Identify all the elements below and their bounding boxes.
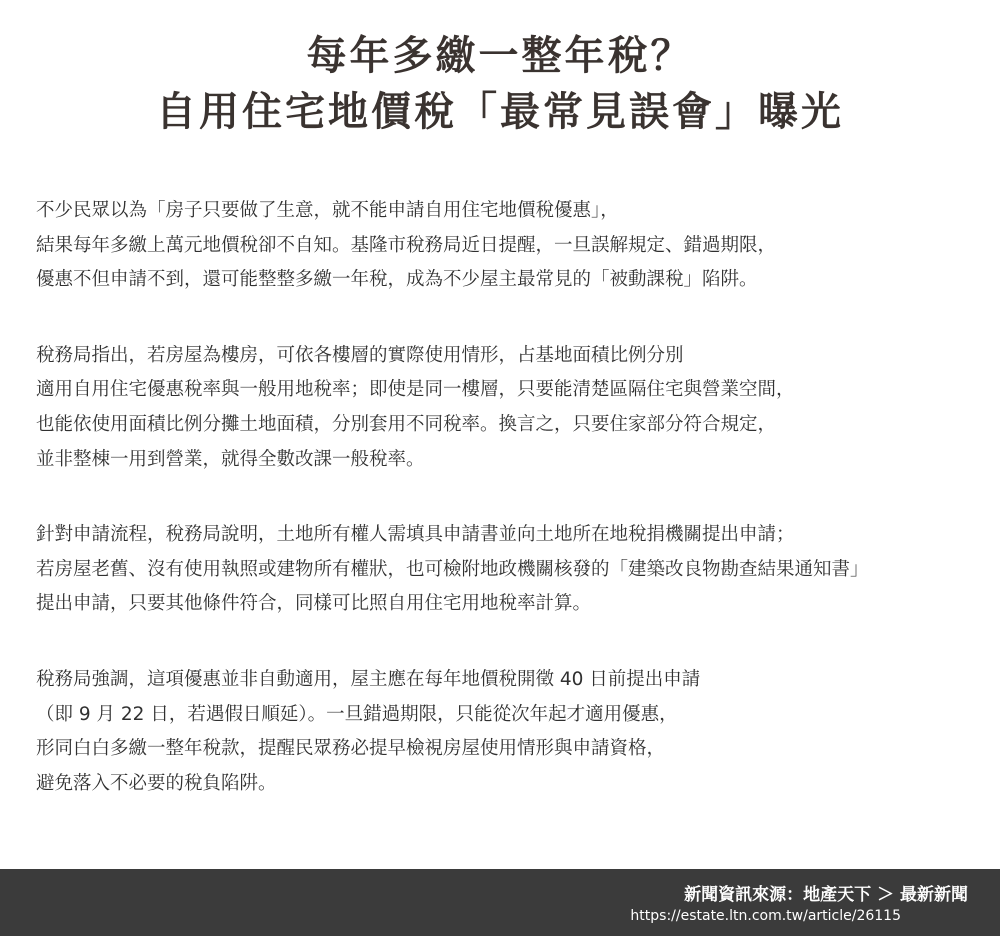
- paragraph-line: 提出申請，只要其他條件符合，同樣可比照自用住宅用地稅率計算。: [36, 593, 592, 615]
- source-url[interactable]: https://estate.ltn.com.tw/article/26115: [630, 908, 901, 924]
- article-body: [36, 194, 980, 842]
- paragraph-line: 並非整棟一用到營業，就得全數改課一般稅率。: [36, 448, 425, 470]
- paragraph-line: 優惠不但申請不到，還可能整整多繳一年稅，成為不少屋主最常見的「被動課稅」陷阱。: [36, 269, 758, 291]
- paragraph-4: [36, 663, 980, 801]
- paragraph-line: 也能依使用面積比例分攤土地面積，分別套用不同稅率。換言之，只要住家部分符合規定，: [36, 413, 777, 435]
- paragraph-line: 適用自用住宅優惠稅率與一般用地稅率；即使是同一樓層，只要能清楚區隔住宅與營業空間，: [36, 379, 795, 401]
- paragraph-line: 稅務局強調，這項優惠並非自動適用，屋主應在每年地價稅開徵 40 日前提出申請: [36, 668, 701, 690]
- headline-line-2: 自用住宅地價稅「最常見誤會」曝光: [156, 89, 844, 135]
- paragraph-line: 結果每年多繳上萬元地價稅卻不自知。基隆市稅務局近日提醒，一旦誤解規定、錯過期限，: [36, 234, 777, 256]
- source-label: 新聞資訊來源：地產天下 ＞ 最新新聞: [684, 885, 968, 905]
- paragraph-line: 避免落入不必要的稅負陷阱。: [36, 772, 277, 794]
- headline: [0, 28, 1000, 140]
- paragraph-2: [36, 339, 980, 477]
- paragraph-line: 不少民眾以為「房子只要做了生意，就不能申請自用住宅地價稅優惠」，: [36, 200, 619, 221]
- paragraph-line: 若房屋老舊、沒有使用執照或建物所有權狀，也可檢附地政機關核發的「建築改良物勘查結果通知書」: [36, 558, 869, 580]
- paragraph-3: [36, 518, 980, 622]
- source-footer: [0, 869, 1000, 936]
- headline-line-1: 每年多繳一整年稅？: [306, 33, 694, 79]
- paragraph-line: （即 9 月 22 日，若遇假日順延）。一旦錯過期限，只能從次年起才適用優惠，: [36, 703, 678, 725]
- paragraph-line: 針對申請流程，稅務局說明，土地所有權人需填具申請書並向土地所在地稅捐機關提出申請；: [36, 524, 795, 546]
- paragraph-line: 稅務局指出，若房屋為樓房，可依各樓層的實際使用情形，占基地面積比例分別: [36, 344, 684, 366]
- paragraph-line: 形同白白多繳一整年稅款，提醒民眾務必提早檢視房屋使用情形與申請資格，: [36, 738, 666, 760]
- paragraph-1: [36, 194, 980, 298]
